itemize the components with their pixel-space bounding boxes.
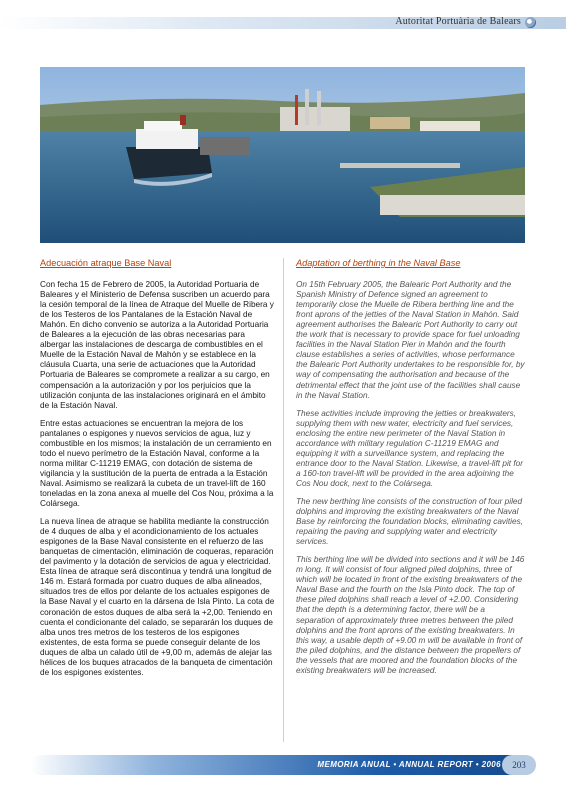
- spanish-paragraph: Entre estas actuaciones se encuentran la mejora de los pantalanes o espigones y nuevos servicios de agua, luz y combustible en los mismos; la instalación de un cerramiento en todo el nuevo perímetro de la Estación Naval, conforme a la norma militar C-11219 EMAG, con dotación de sistema de vigilancia y la sustitución de la puerta de entrada a la Estación Naval. Asimismo se realizará la cubeta de un travel-lift de 160 toneladas en la zona anexa al muelle del Cos Nou, próxima a la Colársega.: [40, 418, 274, 509]
- page-number: 203: [502, 755, 536, 775]
- spanish-heading: Adecuación atraque Base Naval: [40, 258, 172, 268]
- english-paragraph: On 15th February 2005, the Balearic Port Authority and the Spanish Ministry of Defence signed an agreement to temporarily close the Muelle de Ribera berthing line and the front aprons of the jetties of the Naval Station in Mahón. Said agreement authorises the Balearic Port Authority to carry out the work that is necessary to provide space for fuel unloading facilities in the Naval Station Pier in Mahón and the fourth clause establishes a series of activities, whose performance the Balearic Port Authority undertakes to be responsible for, by way of compensating the authorisation and because of the detrimental effect that the joint use of the facilities shall cause in the Naval Station.: [296, 280, 525, 400]
- column-divider: [283, 258, 284, 742]
- harbor-photo: [40, 67, 525, 243]
- page-footer: [0, 755, 566, 777]
- port-authority-logo-icon: [525, 17, 536, 28]
- organization-name: Autoritat Portuària de Balears: [395, 16, 521, 27]
- english-paragraph: This berthing line will be divided into sections and it will be 146 m long. It will consist of four aligned piled dolphins, three of which will be located in front of the existing breakwaters of the Naval Base and the fourth on the Isla Pinto dock. The top of these piled dolphins shall reach a level of +2.00. Considering that the depth is a determining factor, there will be a separation of approximately three metres between the piled dolphins and the front aprons of the existing breakwaters. In this way, a usable depth of +9.00 m will be available in front of the piled dolphins, and the distance between the propellers of the vessels that are moored and the foundation blocks of the existing breakwaters will be increased.: [296, 555, 525, 675]
- english-column: [296, 258, 525, 684]
- english-paragraph: The new berthing line consists of the construction of four piled dolphins and improving the existing breakwaters of the Naval Base by reinforcing the foundation blocks, eliminating cavities, repairing the paving and supplying water and electricity services.: [296, 496, 523, 547]
- spanish-column: [40, 258, 277, 686]
- spanish-paragraph: Esta línea de atraque será discontinua y tendrá una longitud de 146 m. Estará formada por cuatro duques de alba alineados, situados tres de ellos por delante de los actuales espigones de la Base Naval y el cuarto en la dársena de Isla Pinto. La cota de coronación de estos duques de alba será la +2,00. Teniendo en cuenta el condicionante del calado, se separarán los duques de alba unos tres metros de los testeros de los espigones existentes, de esta forma se puede conseguir delante de los duques de alba un calado útil de +9,00 m, además de alejar las hélices de los buques atracados de la banqueta de cimentación de los espigones existentes.: [40, 567, 275, 677]
- english-heading: Adaptation of berthing in the Naval Base: [296, 258, 461, 268]
- spanish-paragraph: Con fecha 15 de Febrero de 2005, la Autoridad Portuaria de Baleares y el Ministerio de Defensa suscriben un acuerdo para la cesión temporal de la línea de Atraque del Muelle de Ribera y de los Testeros de los Pantalanes de la Estación Naval de Mahón. En dicho convenio se autoriza a la Autoridad Portuaria de Baleares a la ejecución de las obras necesarias para albergar las instalaciones de descarga de combustibles en el Muelle de la Estación Naval de Mahón y se establece en la cláusula Cuarta, una serie de actuaciones que la Autoridad Portuaria de Baleares se compromete a realizar a su cargo, en compensación a la autorización y por los perjuicios que la utilización conjunta de las instalaciones originará en el ámbito de la Estación Naval.: [40, 280, 274, 410]
- page-header: [0, 0, 566, 40]
- harbor-photo-illustration: [40, 67, 525, 243]
- annual-report-label: MEMORIA ANUAL • ANNUAL REPORT • 2006: [317, 760, 501, 769]
- english-paragraph: These activities include improving the jetties or breakwaters, supplying them with new water, electricity and fuel services, enclosing the entire new perimeter of the Naval Station in accordance with military regulation C-11219 EMAG and equipping it with a surveillance system, and replacing the entrance door to the Naval Station. Likewise, a travel-lift pit for a 160-ton travel-lift will be provided in the area adjoining the Cos Nou dock, next to the Colársega.: [296, 408, 523, 488]
- spanish-paragraph: La nueva línea de atraque se habilita mediante la construcción de 4 duques de alba y el acondicionamiento de los actuales espigones de la Base Naval consistente en el refuerzo de las banquetas de cimentación, eliminación de coqueras, reparación del pavimento y la dotación de servicios de agua y electricidad.: [40, 517, 274, 567]
